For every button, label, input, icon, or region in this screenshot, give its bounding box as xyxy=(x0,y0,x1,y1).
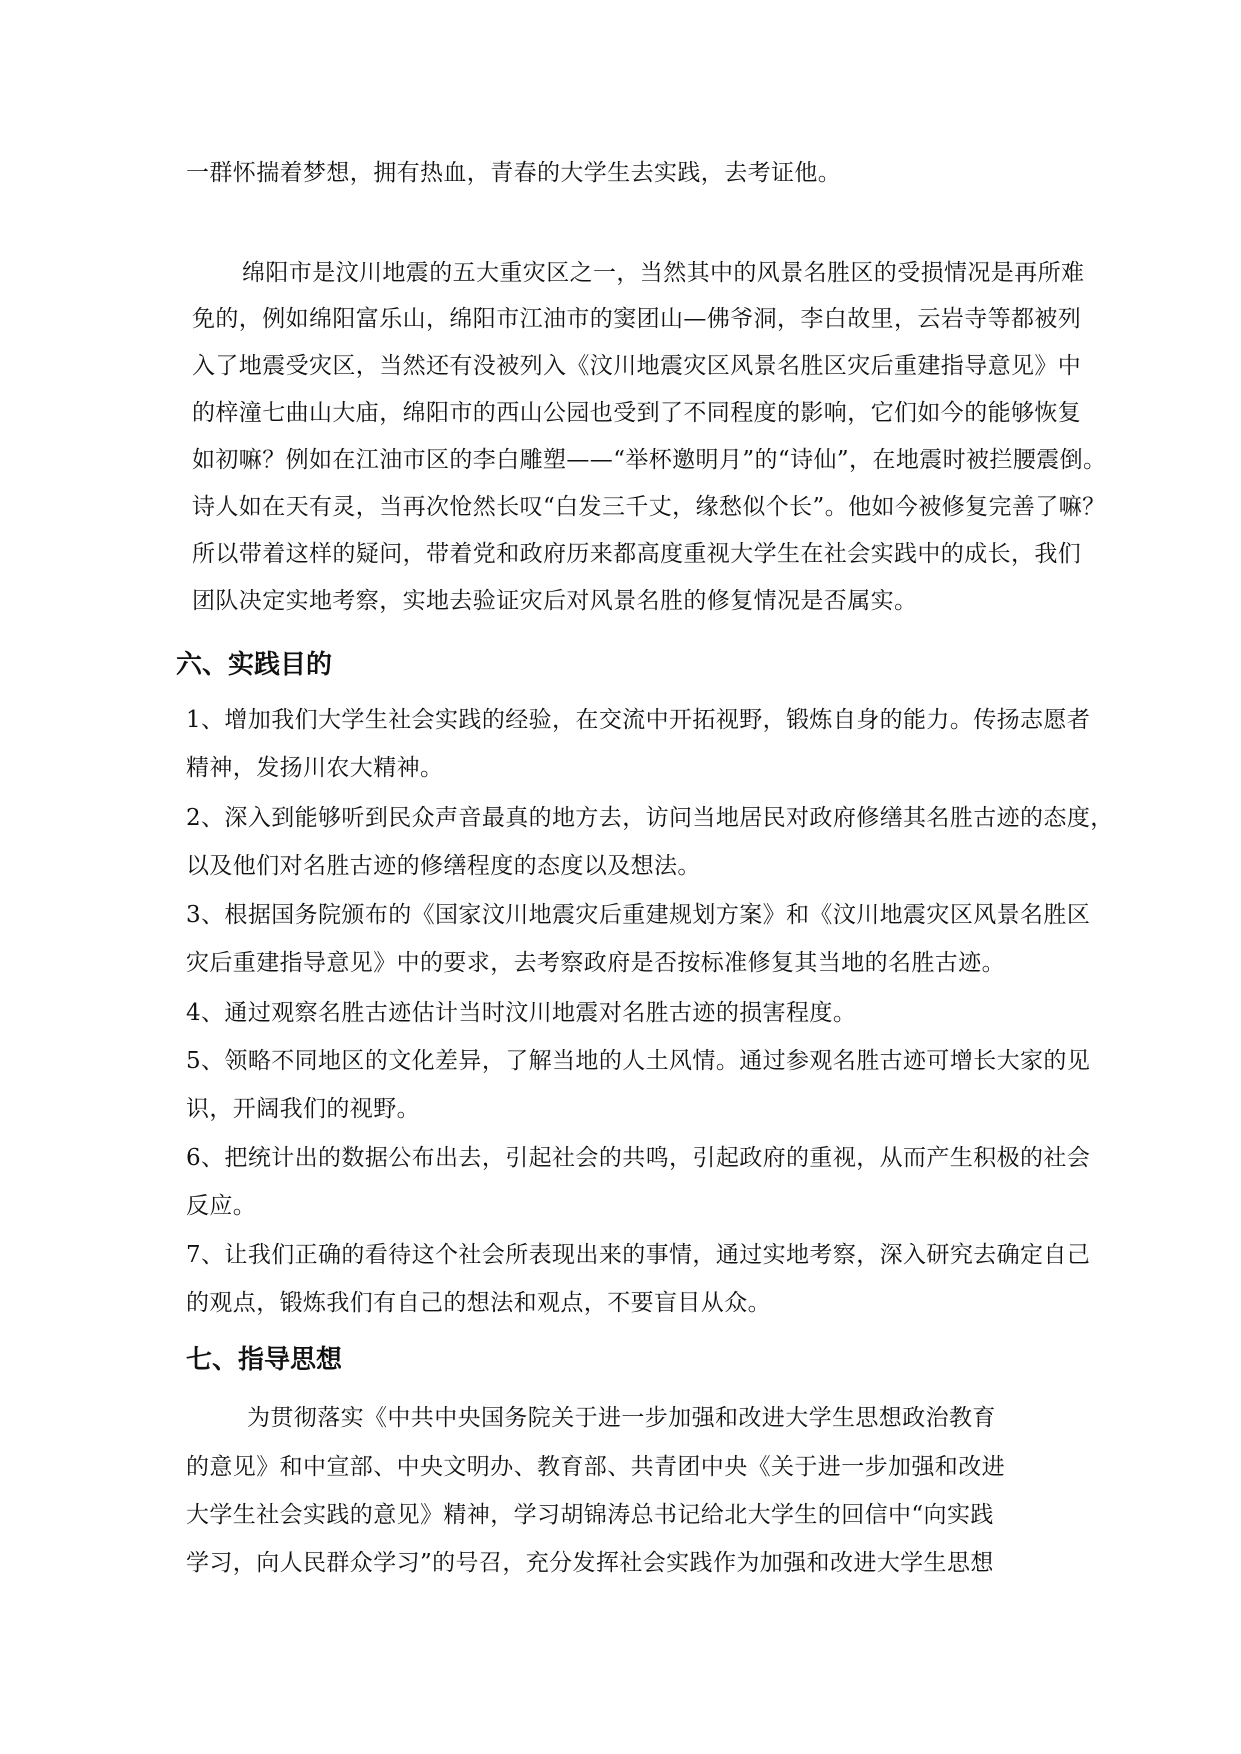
list-item-line: 以及他们对名胜古迹的修缮程度的态度以及想法。 xyxy=(186,853,701,879)
list-item-line: 5、领略不同地区的文化差异，了解当地的人土风情。通过参观名胜古迹可增长大家的见 xyxy=(186,1048,1091,1074)
list-item-line: 1、增加我们大学生社会实践的经验，在交流中开拓视野，锻炼自身的能力。传扬志愿者 xyxy=(186,707,1091,733)
list-item-line: 灾后重建指导意见》中的要求，去考察政府是否按标准修复其当地的名胜古迹。 xyxy=(186,950,1005,976)
paragraph-line: 团队决定实地考察，实地去验证灾后对风景名胜的修复情况是否属实。 xyxy=(192,588,918,614)
paragraph-line: 如初嘛？例如在江油市区的李白雕塑——“举杯邀明月”的“诗仙”，在地震时被拦腰震倒。 xyxy=(192,447,1107,473)
paragraph-line: 的梓潼七曲山大庙，绵阳市的西山公园也受到了不同程度的影响，它们如今的能够恢复 xyxy=(192,400,1082,426)
list-item-line: 精神，发扬川农大精神。 xyxy=(186,755,444,781)
list-item-line: 7、让我们正确的看待这个社会所表现出来的事情，通过实地考察，深入研究去确定自己 xyxy=(186,1242,1091,1268)
section-heading-practice-purpose: 六、实践目的 xyxy=(176,650,333,680)
paragraph-line: 入了地震受灾区，当然还有没被列入《汶川地震灾区风景名胜区灾后重建指导意见》中 xyxy=(192,353,1082,379)
section-heading-guiding-ideology: 七、指导思想 xyxy=(186,1345,343,1375)
list-item-line: 的观点，锻炼我们有自己的想法和观点，不要盲目从众。 xyxy=(186,1290,771,1316)
list-item-line: 2、深入到能够听到民众声音最真的地方去，访问当地居民对政府修缮其名胜古迹的态度， xyxy=(186,805,1114,831)
paragraph-line: 免的，例如绵阳富乐山，绵阳市江油市的窦团山—佛爷洞，李白故里，云岩寺等都被列 xyxy=(192,306,1082,332)
paragraph-line: 所以带着这样的疑问，带着党和政府历来都高度重视大学生在社会实践中的成长，我们 xyxy=(192,541,1082,567)
list-item-line: 识，开阔我们的视野。 xyxy=(186,1096,420,1122)
list-item-line: 6、把统计出的数据公布出去，引起社会的共鸣，引起政府的重视，从而产生积极的社会 xyxy=(186,1145,1091,1171)
paragraph-line: 绵阳市是汶川地震的五大重灾区之一，当然其中的风景名胜区的受损情况是再所难 xyxy=(242,260,1085,286)
list-item-line: 4、通过观察名胜古迹估计当时汶川地震对名胜古迹的损害程度。 xyxy=(186,1000,857,1026)
paragraph-line: 的意见》和中宣部、中央文明办、教育部、共青团中央《关于进一步加强和改进 xyxy=(186,1454,1005,1480)
paragraph-line: 为贯彻落实《中共中央国务院关于进一步加强和改进大学生思想政治教育 xyxy=(247,1405,996,1431)
list-item-line: 反应。 xyxy=(186,1193,257,1219)
paragraph-line: 学习，向人民群众学习”的号召，充分发挥社会实践作为加强和改进大学生思想 xyxy=(186,1550,994,1576)
paragraph-line: 大学生社会实践的意见》精神，学习胡锦涛总书记给北大学生的回信中“向实践 xyxy=(186,1502,994,1528)
paragraph-line: 诗人如在天有灵，当再次怆然长叹“白发三千丈，缘愁似个长”。他如今被修复完善了嘛？ xyxy=(192,494,1106,520)
list-item-line: 3、根据国务院颁布的《国家汶川地震灾后重建规划方案》和《汶川地震灾区风景名胜区 xyxy=(186,902,1091,928)
paragraph-line: 一群怀揣着梦想，拥有热血，青春的大学生去实践，去考证他。 xyxy=(186,160,842,186)
